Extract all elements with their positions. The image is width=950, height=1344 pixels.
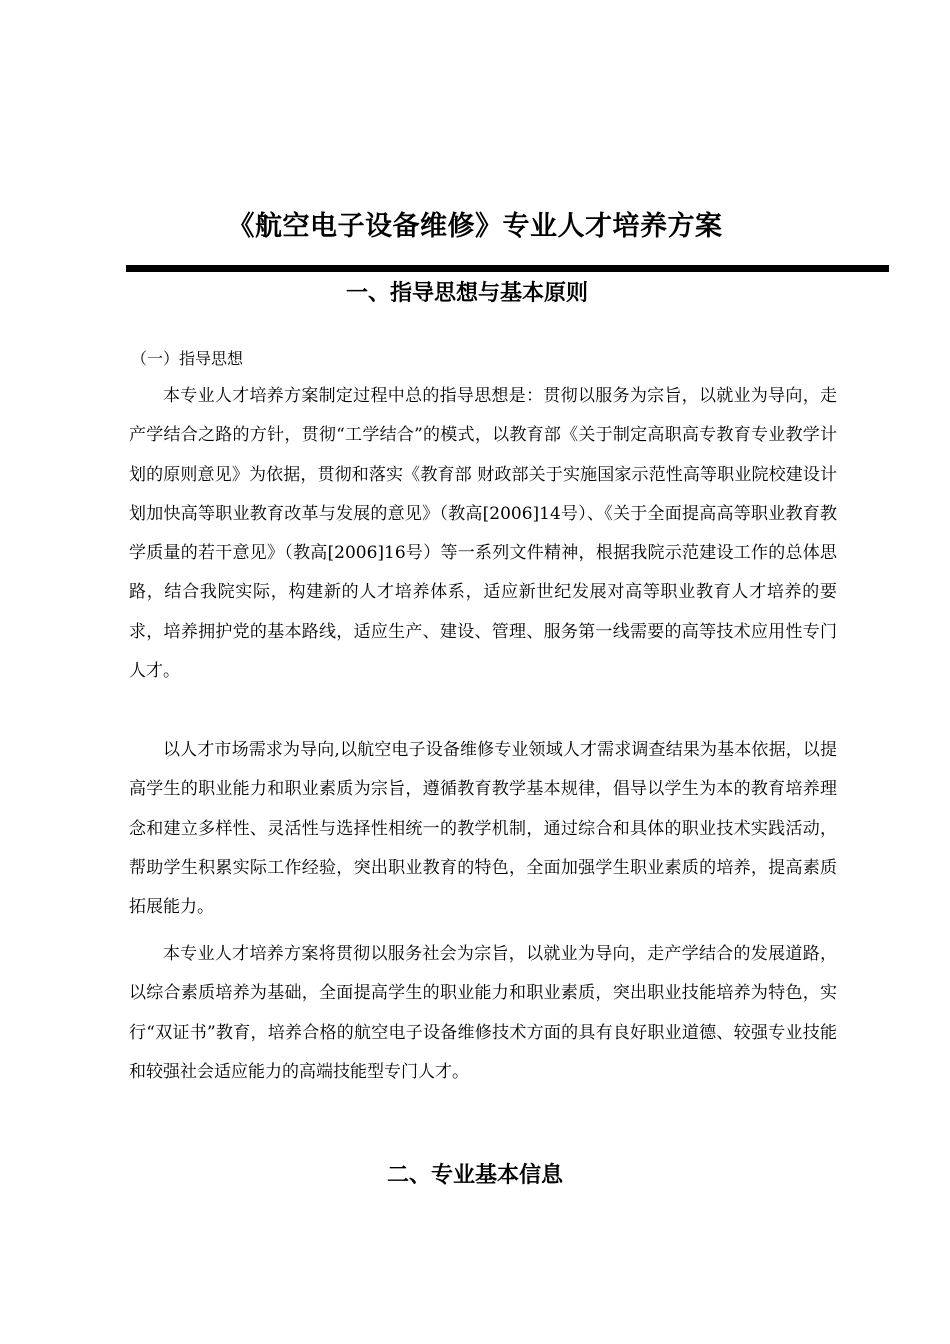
subheading-guiding-ideology: （一）指导思想 bbox=[131, 349, 244, 368]
document-title: 《航空电子设备维修》专业人才培养方案 bbox=[227, 211, 723, 242]
section-heading-basic-info: 二、专业基本信息 bbox=[386, 1163, 563, 1188]
section-heading-guiding-principles: 一、指导思想与基本原则 bbox=[345, 281, 588, 306]
title-rule bbox=[126, 265, 889, 272]
paragraph: 本专业人才培养方案制定过程中总的指导思想是：贯彻以服务为宗旨，以就业为导向，走产学结合之路的方针，贯彻“工学结合”的模式，以教育部《关于制定高职高专教育专业教学计划的原则意见》为依据，贯彻和落实《教育部 财政部关于实施国家示范性高等职业院校建设计划加快高等职业教育改革与发展的意见》（教高[2006]14号）、《关于全面提高高等职业教育教学质量的若干意见》（教高[2006]16号）等一系列文件精神，根据我院示范建设工作的总体思路，结合我院实际，构建新的人才培养体系，适应新世纪发展对高等职业教育人才培养的要求，培养拥护党的基本路线，适应生产、建设、管理、服务第一线需要的高等技术应用性专门人才。 bbox=[129, 386, 837, 682]
paragraph: 本专业人才培养方案将贯彻以服务社会为宗旨，以就业为导向，走产学结合的发展道路，以综合素质培养为基础，全面提高学生的职业能力和职业素质，突出职业技能培养为特色，实行“双证书”教育，培养合格的航空电子设备维修技术方面的具有良好职业道德、较强专业技能和较强社会适应能力的高端技能型专门人才。 bbox=[129, 944, 837, 1082]
paragraph: 以人才市场需求为导向,以航空电子设备维修专业领域人才需求调查结果为基本依据，以提高学生的职业能力和职业素质为宗旨，遵循教育教学基本规律，倡导以学生为本的教育培养理念和建立多样性、灵活性与选择性相统一的教学机制，通过综合和具体的职业技术实践活动，帮助学生积累实际工作经验，突出职业教育的特色，全面加强学生职业素质的培养，提高素质拓展能力。 bbox=[129, 740, 837, 918]
